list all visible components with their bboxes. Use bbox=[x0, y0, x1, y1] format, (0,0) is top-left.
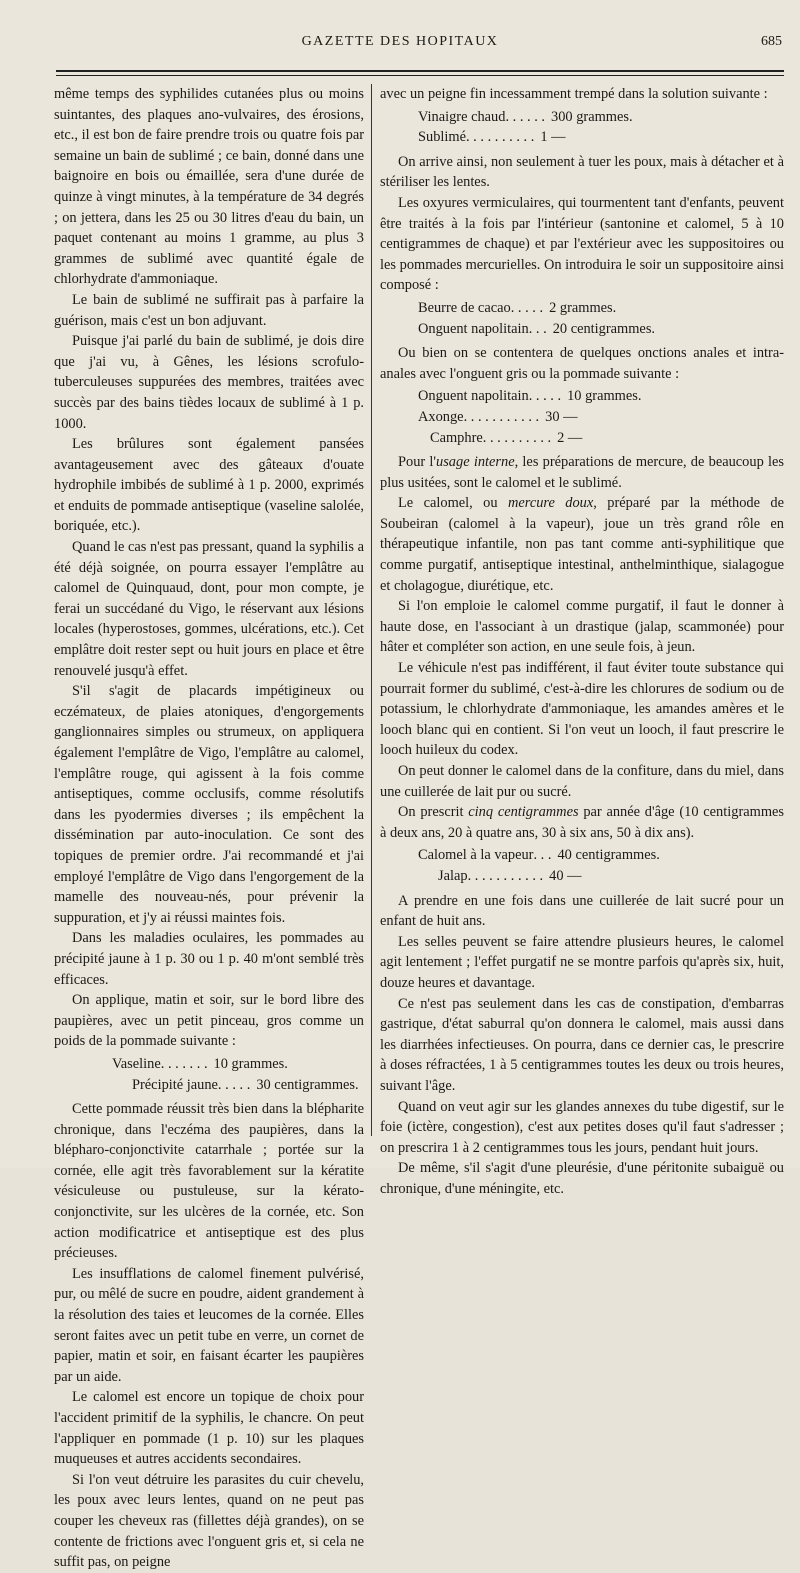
leader-dots: . . . . . . bbox=[505, 108, 546, 125]
paragraph: Si l'on emploie le calomel comme purgatif, il faut le donner à haute dose, en l'associant à un drastique (jalap, scammonée) pour hâter et compléter son action, en une seule fois, à jeun. bbox=[380, 598, 784, 656]
column-divider bbox=[371, 84, 372, 1136]
ingredient-quantity: 10 grammes. bbox=[567, 388, 642, 405]
paragraph: Quand on veut agir sur les glandes annexes du tube digestif, sur le foie (ictère, congestion), c'est aux petites doses qu'il faut s'adresser ; on prescrira 1 à 2 centigrammes tous les jours, pendant huit jours. bbox=[380, 1098, 784, 1156]
paragraph bbox=[380, 802, 784, 843]
paragraph: Le calomel est encore un topique de choix pour l'accident primitif de la syphilis, le chancre. On peut l'appliquer en pommade (1 p. 10) sur les plaques muqueuses et autres accidents secondaires. bbox=[54, 1389, 364, 1468]
text-run: , les préparations de mercure, de beaucoup les plus usitées, sont le calomel et le sublimé. bbox=[380, 454, 784, 491]
leader-dots: . . . bbox=[528, 320, 547, 337]
paragraph: Ou bien on se contentera de quelques onctions anales et intra-anales avec l'onguent gris ou la pommade suivante : bbox=[380, 345, 784, 382]
ingredient-name: Calomel à la vapeur bbox=[418, 847, 534, 864]
leader-dots: . . . . . . . . . . . bbox=[467, 867, 544, 884]
paragraph: On arrive ainsi, non seulement à tuer les poux, mais à détacher et à stériliser les lentes. bbox=[380, 153, 784, 191]
paragraph: On peut donner le calomel dans de la confiture, dans du miel, dans une cuillerée de lait pur ou sucré. bbox=[380, 763, 784, 800]
ingredient-quantity: 300 grammes. bbox=[551, 108, 633, 125]
ingredient-quantity: 10 grammes. bbox=[213, 1055, 288, 1072]
formula-row bbox=[418, 127, 784, 148]
emphasis: mercure doux bbox=[507, 495, 594, 512]
paragraph: Ce n'est pas seulement dans les cas de constipation, d'embarras gastrique, d'état saburral qu'on donnera le calomel, mais aussi dans les diarrhées infectieuses. On pourra, dans ce dernier cas, le prescrire à doses réfractées, 1 à 5 centigrammes toutes les deux ou trois heures, suivant l'âge. bbox=[380, 995, 784, 1094]
ingredient-quantity: 2 — bbox=[557, 429, 583, 446]
formula-row bbox=[112, 1054, 364, 1075]
paragraph: Les brûlures sont également pansées avantageusement avec des gâteaux d'ouate hydrophile imbibés de sublimé à 1 p. 2000, exprimés et enduits de pommade antiseptique (vaseline salolée, boriquée, etc.). bbox=[54, 436, 364, 535]
formula-row bbox=[418, 298, 784, 319]
leader-dots: . . . . . . . . . . bbox=[465, 129, 535, 146]
paragraph: même temps des syphilides cutanées plus ou moins suintantes, des plaques ano-vulvaires, des érosions, etc., il est bon de faire prendre trois ou quatre fois par semaine un bain de sublimé ; ce bain, donné dans une baignoire en bois ou émaillée, sera d'une durée de quinze à vingt minutes, à la température de 34 degrés ; on jettera, dans les 25 ou 30 litres d'eau du bain, un paquet contenant au moins 1 gramme, au plus 3 grammes de sublimé avec quantité égale de chlorhydrate d'ammoniaque. bbox=[54, 86, 364, 288]
paragraph: Dans les maladies oculaires, les pommades au précipité jaune à 1 p. 30 ou 1 p. 40 m'ont semblé très efficaces. bbox=[54, 930, 364, 988]
ingredient-quantity: 40 — bbox=[549, 867, 582, 884]
ingredient-quantity: 30 — bbox=[545, 408, 578, 425]
text-run: Pour l' bbox=[398, 454, 437, 471]
header-rule-thin bbox=[56, 75, 784, 76]
paragraph: Les oxyures vermiculaires, qui tourmentent tant d'enfants, peuvent être traités à la fois par l'intérieur (santonine et calomel, 5 à 10 centigrammes de chaque) et par l'extérieur avec les suppositoires ou les pommades mercurielles. On introduira le soir un suppositoire ainsi composé : bbox=[380, 194, 784, 294]
formula-row bbox=[418, 407, 784, 428]
paragraph: avec un peigne fin incessamment trempé dans la solution suivante : bbox=[380, 86, 768, 102]
ingredient-name: Onguent napolitain bbox=[418, 320, 529, 337]
journal-title: GAZETTE DES HOPITAUX bbox=[301, 34, 499, 49]
paragraph: A prendre en une fois dans une cuillerée de lait sucré pour un enfant de huit ans. bbox=[380, 892, 784, 930]
formula-row bbox=[418, 386, 784, 407]
leader-dots: . . . . . bbox=[510, 299, 544, 316]
emphasis: usage interne bbox=[436, 454, 515, 471]
paragraph bbox=[380, 452, 784, 493]
page-number: 685 bbox=[761, 34, 782, 49]
formula-pommade-precipite bbox=[54, 1054, 364, 1095]
paragraph bbox=[380, 493, 784, 596]
paragraph: Quand le cas n'est pas pressant, quand la syphilis a été déjà soignée, on pourra essayer l'emplâtre au calomel de Quinquaud, dont, pour mon compte, je ferai un succédané du Vigo, le réservant aux lésions locales (hyperostoses, gommes, ulcérations, etc.). Cet emplâtre doit rester sept ou huit jours en place et être renouvelé jusqu'à effet. bbox=[54, 539, 364, 679]
ingredient-name: Sublimé bbox=[418, 129, 466, 146]
leader-dots: . . . bbox=[533, 847, 552, 864]
running-header bbox=[0, 30, 800, 54]
ingredient-quantity: 20 centigrammes. bbox=[552, 320, 656, 337]
text-run: , préparé par la méthode de Soubeiran (calomel à la vapeur), joue un très grand rôle en thérapeutique infantile, non pas tant comme anti-syphilitique que comme purgatif, antiseptique intestinal, anthelminthique, sialagogue et cholagogue, diurétique, etc. bbox=[380, 495, 784, 594]
formula-row bbox=[418, 866, 784, 887]
text-run: On prescrit bbox=[398, 804, 469, 821]
formula-row bbox=[418, 845, 784, 866]
leader-dots: . . . . . bbox=[528, 388, 562, 405]
paragraph: Les selles peuvent se faire attendre plusieurs heures, le calomel agit lentement ; l'effet purgatif ne se montre parfois qu'après six, huit, douze heures et davantage. bbox=[380, 933, 784, 991]
ingredient-name: Beurre de cacao bbox=[418, 299, 511, 316]
formula-row bbox=[418, 107, 784, 128]
ingredient-name: Vaseline bbox=[112, 1055, 161, 1072]
formula-row bbox=[418, 319, 784, 340]
ingredient-quantity: 30 centigrammes. bbox=[256, 1076, 359, 1093]
paragraph: On applique, matin et soir, sur le bord libre des paupières, avec un petit pinceau, gros comme un poids de la pommade suivante : bbox=[54, 992, 364, 1050]
leader-dots: . . . . . bbox=[217, 1076, 251, 1093]
ingredient-quantity: 1 — bbox=[540, 129, 566, 146]
leader-dots: . . . . . . . . . . . bbox=[463, 408, 540, 425]
paragraph: De même, s'il s'agit d'une pleurésie, d'une péritonite subaiguë ou chronique, d'une méningite, etc. bbox=[380, 1160, 784, 1197]
ingredient-quantity: 2 grammes. bbox=[549, 299, 617, 316]
text-run: Le calomel, ou bbox=[398, 495, 508, 512]
ingredient-name: Précipité jaune bbox=[132, 1076, 218, 1093]
paragraph: Le véhicule n'est pas indifférent, il faut éviter toute substance qui pourrait former du sublimé, c'est-à-dire les chlorures de sodium ou de potassium, le chlorhydrate d'ammoniaque, les amandes amères et le looch blanc qui en contient. Si l'on veut un looch, il faut prescrire le looch huileux du codex. bbox=[380, 660, 784, 759]
ingredient-name: Camphre bbox=[430, 429, 483, 446]
ingredient-quantity: 40 centigrammes. bbox=[557, 847, 660, 864]
text-run: par année d'âge (10 centigrammes à deux ans, 20 à quatre ans, 30 à six ans, 50 à dix ans). bbox=[380, 804, 784, 841]
left-column bbox=[54, 84, 364, 1573]
paragraph: S'il s'agit de placards impétigineux ou eczémateux, de plaies atoniques, d'engorgements ganglionnaires simples ou strumeux, on appliquera également l'emplâtre de Vigo, l'emplâtre au calomel, l'emplâtre rouge, qui agissent à la fois comme antiseptiques, comme occlusifs, comme résolutifs dans les pyodermies diverses ; ils empêchent la dissémination par auto-inoculation. Ce sont des topiques de premier ordre. J'ai recommandé et j'ai employé l'emplâtre de Vigo dans l'engorgement de la mamelle des nouveau-nés, pour prévenir la suppuration, et j'y ai réussi maintes fois. bbox=[54, 683, 364, 926]
formula-solution-sublime bbox=[380, 107, 784, 148]
formula-purgatif bbox=[380, 845, 784, 886]
leader-dots: . . . . . . . bbox=[160, 1055, 208, 1072]
paragraph: Cette pommade réussit très bien dans la blépharite chronique, dans l'eczéma des paupières, dans la blépharo-conjonctivite catarrhale ; portée sur la cornée, elle agit très favorablement sur la kératite vésiculeuse ou pustuleuse, sur la kérato-conjonctivite, sur les ulcères de la cornée, etc. Son action modificatrice et antiseptique est des plus précieuses. bbox=[54, 1101, 364, 1262]
ingredient-name: Jalap bbox=[438, 867, 468, 884]
ingredient-name: Vinaigre chaud bbox=[418, 108, 506, 125]
paragraph: Le bain de sublimé ne suffirait pas à parfaire la guérison, mais c'est un bon adjuvant. bbox=[54, 291, 364, 329]
paragraph: Puisque j'ai parlé du bain de sublimé, je dois dire que j'ai vu, à Gênes, les lésions scrofulo-tuberculeuses suppurées des membres, traitées avec succès par des bains tièdes locaux de sublimé à 1 p. 1000. bbox=[54, 333, 364, 432]
leader-dots: . . . . . . . . . . bbox=[482, 429, 552, 446]
right-column bbox=[380, 84, 784, 1199]
header-rule-thick bbox=[56, 70, 784, 72]
ingredient-name: Axonge bbox=[418, 408, 464, 425]
paragraph: Si l'on veut détruire les parasites du cuir chevelu, les poux avec leurs lentes, quand on ne peut pas couper les cheveux ras (fillettes déjà grandes), on se contente de frictions avec l'onguent gris et, si cela ne suffit pas, on peigne bbox=[54, 1471, 364, 1571]
paragraph: Les insufflations de calomel finement pulvérisé, pur, ou mêlé de sucre en poudre, aident grandement à la résolution des taies et leucomes de la cornée. Elles seront faites avec un petit tube en verre, un cornet de papier, matin et soir, en faisant écarter les paupières par un aide. bbox=[54, 1265, 364, 1385]
formula-row bbox=[418, 428, 784, 449]
formula-suppositoire bbox=[380, 298, 784, 339]
emphasis: cinq centigrammes bbox=[468, 804, 579, 821]
formula-row bbox=[112, 1075, 364, 1096]
formula-pommade-camphree bbox=[380, 386, 784, 448]
ingredient-name: Onguent napolitain bbox=[418, 388, 529, 405]
